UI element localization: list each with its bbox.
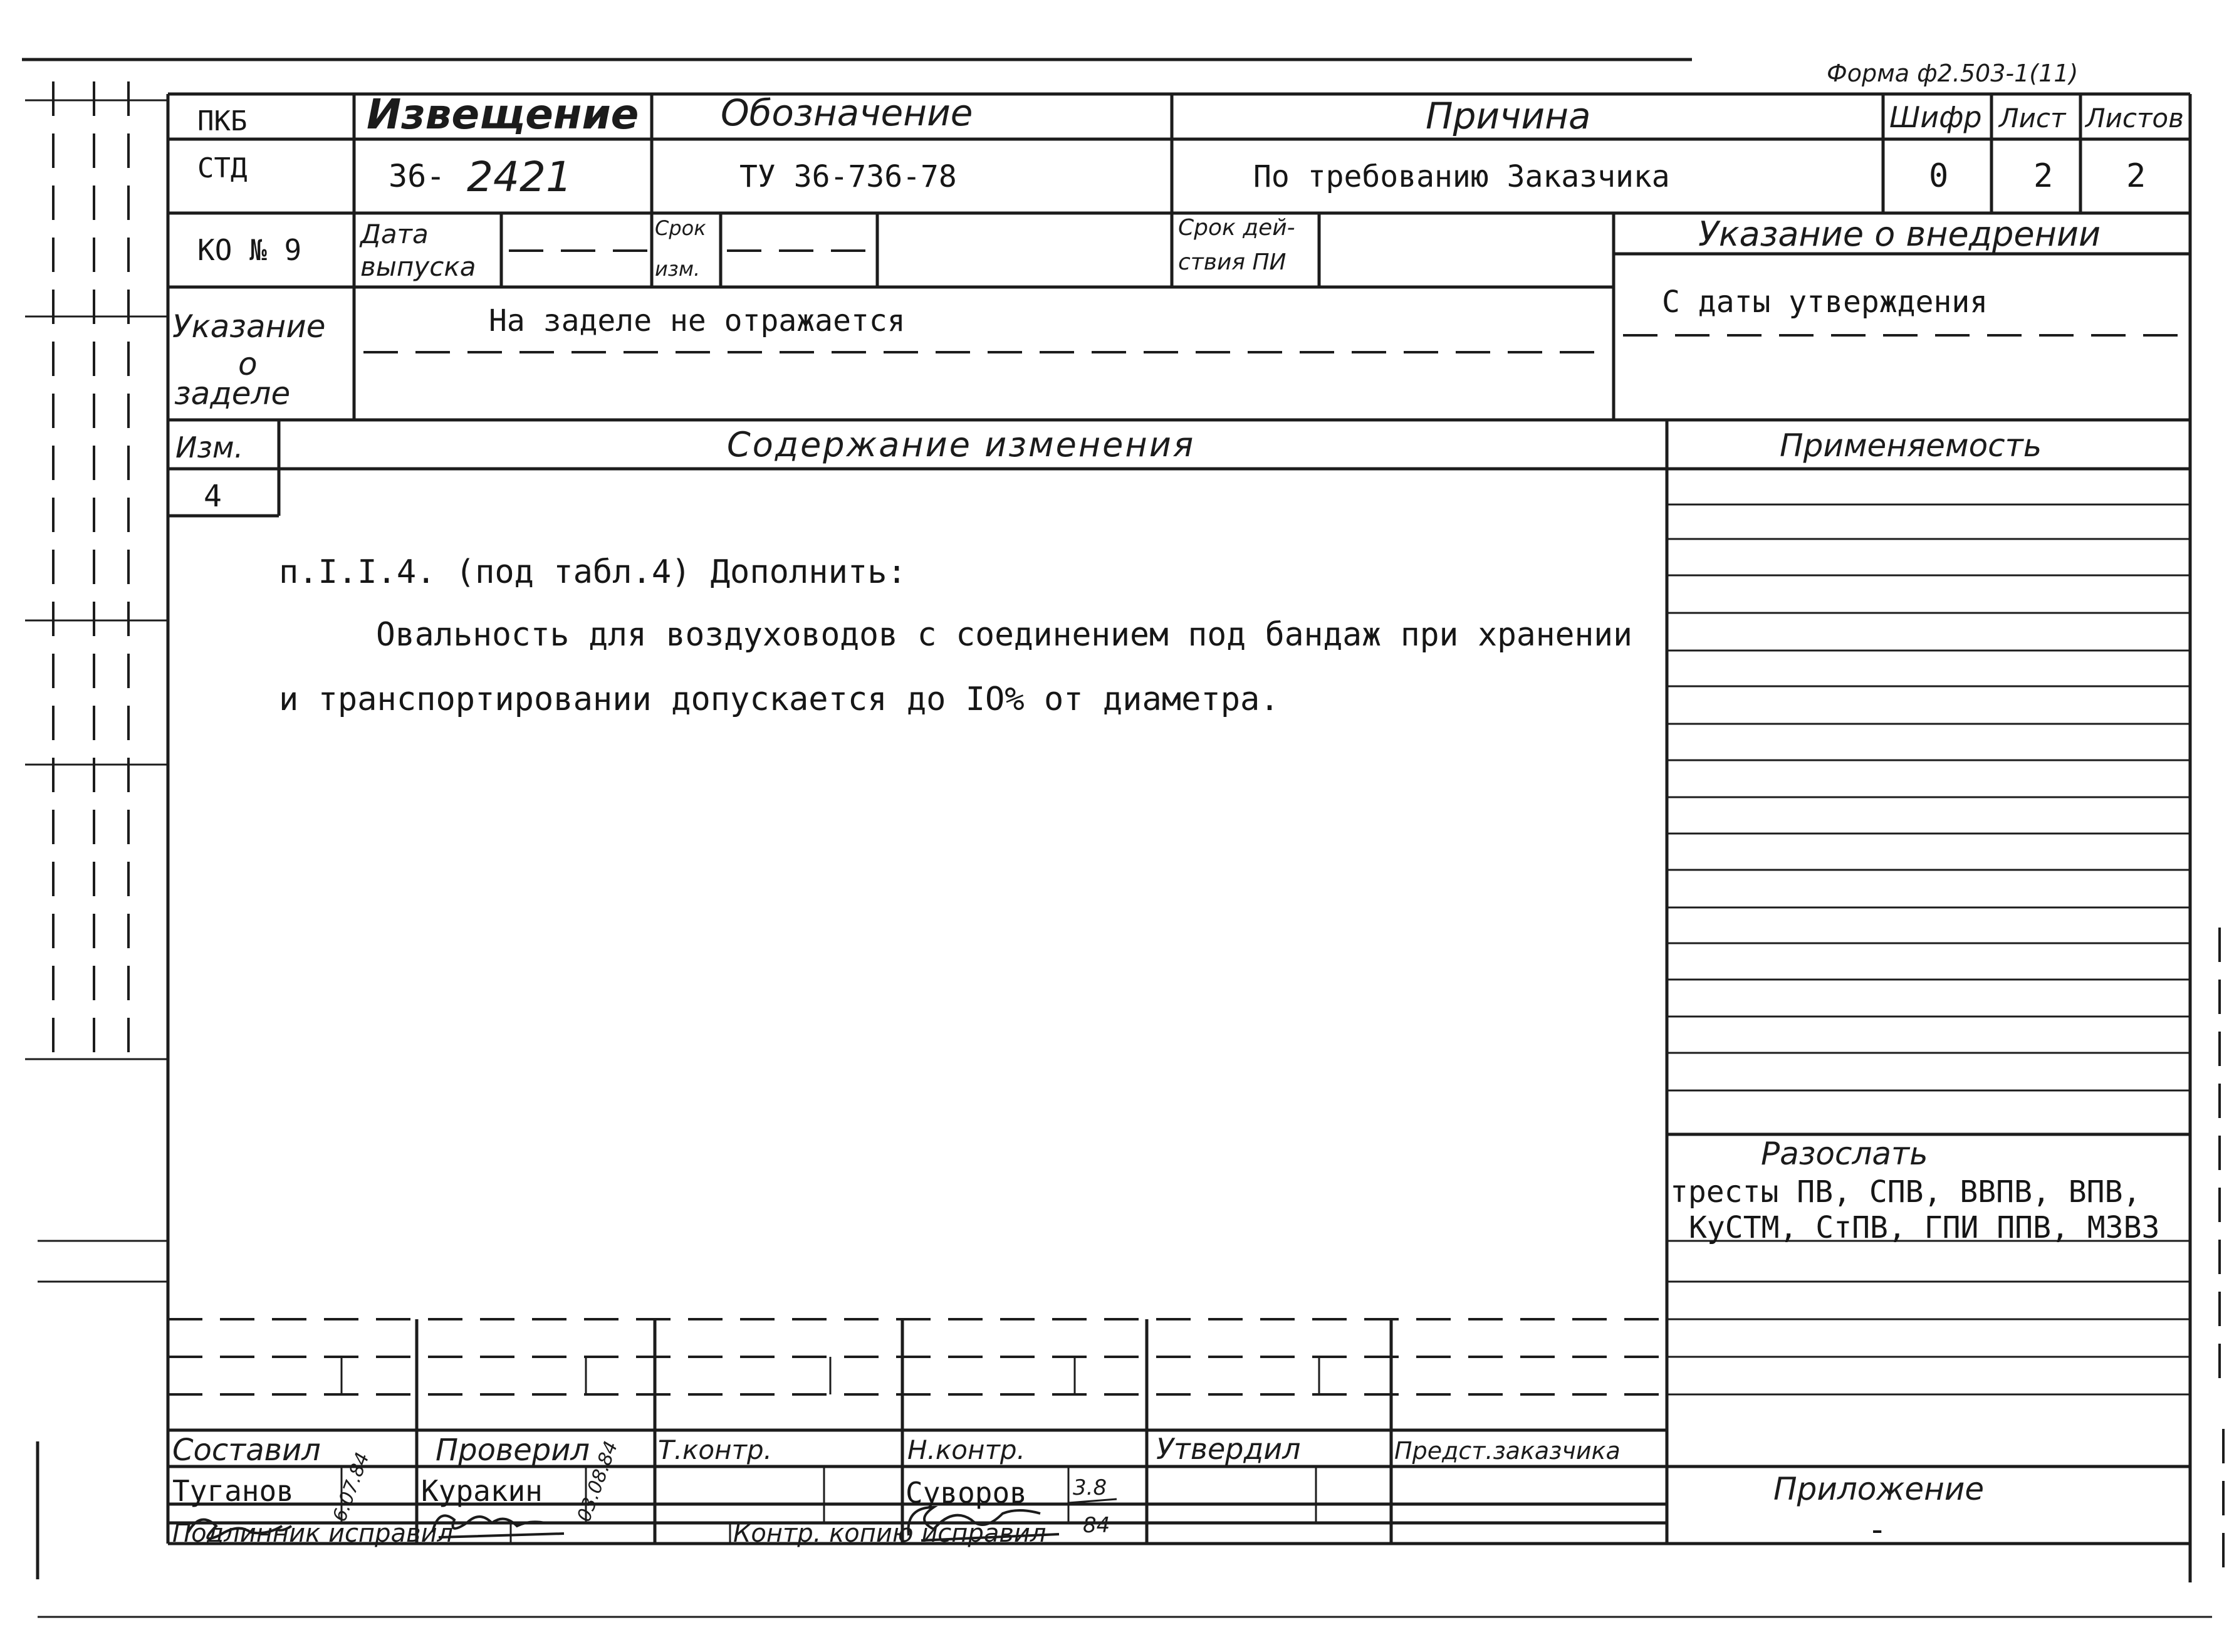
tech-control-label: Т.контр. <box>658 1435 773 1465</box>
implementation-value: С даты утверждения <box>1662 285 1988 320</box>
norm-control-date-2: 84 <box>1083 1513 1110 1538</box>
attachment-label: Приложение <box>1773 1471 1985 1507</box>
reason-value: По требованию Заказчика <box>1253 159 1670 194</box>
change-term-label-2: изм. <box>655 257 701 281</box>
designation-value: ТУ 36-736-78 <box>739 159 957 194</box>
applicability-rules <box>1667 504 2190 1466</box>
control-copy-corrected: Контр. копию исправил <box>733 1519 1047 1548</box>
attachment-value: - <box>1867 1511 1887 1549</box>
original-corrected: Подлинник исправил <box>172 1519 454 1548</box>
implementation-label: Указание о внедрении <box>1698 214 2101 254</box>
code-value: 0 <box>1929 157 1949 195</box>
norm-control-date-1: 3.8 <box>1073 1475 1107 1500</box>
backlog-label-1: Указание <box>172 308 326 345</box>
form-label: Форма ф2.503-1(11) <box>1827 60 2079 87</box>
content-line-3: и транспортировании допускается до IO% от диаметра. <box>279 681 1280 718</box>
ko-number: КО № 9 <box>197 233 302 267</box>
notice-prefix: 36- <box>389 158 446 194</box>
sheet-value: 2 <box>2033 157 2054 195</box>
applicability-label: Применяемость <box>1780 427 2042 464</box>
content-line-1: п.I.I.4. (под табл.4) Дополнить: <box>279 553 907 591</box>
approved-label: Утвердил <box>1156 1432 1301 1466</box>
change-term-label-1: Срок <box>655 216 706 240</box>
checked-name: Куракин <box>421 1474 543 1508</box>
designation-label: Обозначение <box>721 91 973 134</box>
distribute-line-2: КуСТМ, СтПВ, ГПИ ППВ, МЗВЗ <box>1689 1210 2160 1245</box>
release-date-label-1: Дата <box>360 219 429 249</box>
sheet-label: Лист <box>1999 103 2066 133</box>
code-label: Шифр <box>1889 100 1982 134</box>
norm-control-name: Суворов <box>906 1476 1027 1510</box>
org-line-2: СТД <box>197 152 248 184</box>
change-no-value: 4 <box>204 479 222 514</box>
compiled-name: Туганов <box>172 1474 294 1508</box>
org-line-1: ПКБ <box>197 105 248 137</box>
norm-control-label: Н.контр. <box>907 1435 1025 1465</box>
validity-label-1: Срок дей- <box>1178 215 1295 241</box>
backlog-label-3: заделе <box>174 375 291 412</box>
distribute-label: Разослать <box>1761 1136 1928 1172</box>
change-no-label: Изм. <box>175 431 244 464</box>
compiled-label: Составил <box>172 1433 321 1468</box>
checked-label: Проверил <box>436 1433 590 1468</box>
sheets-label: Листов <box>2085 103 2184 133</box>
backlog-value: На заделе не отражается <box>489 303 906 338</box>
distribute-line-1: тресты ПВ, СПВ, ВВПВ, ВПВ, <box>1670 1174 2141 1210</box>
reason-label: Причина <box>1426 95 1591 137</box>
notice-number: 2421 <box>467 153 572 201</box>
compiled-date: 6.07.84 <box>328 1450 374 1525</box>
content-title: Содержание изменения <box>727 425 1196 464</box>
backlog-label-2: о <box>238 346 258 382</box>
sheets-value: 2 <box>2126 157 2146 195</box>
customer-rep-label: Предст.заказчика <box>1394 1437 1621 1465</box>
validity-label-2: ствия ПИ <box>1178 249 1287 275</box>
release-date-label-2: выпуска <box>360 251 476 282</box>
notice-label: Извещение <box>367 90 639 139</box>
content-line-2: Овальность для воздуховодов с соединением под бандаж при хранении <box>376 616 1632 654</box>
checked-date: 03.08.84 <box>573 1438 623 1525</box>
